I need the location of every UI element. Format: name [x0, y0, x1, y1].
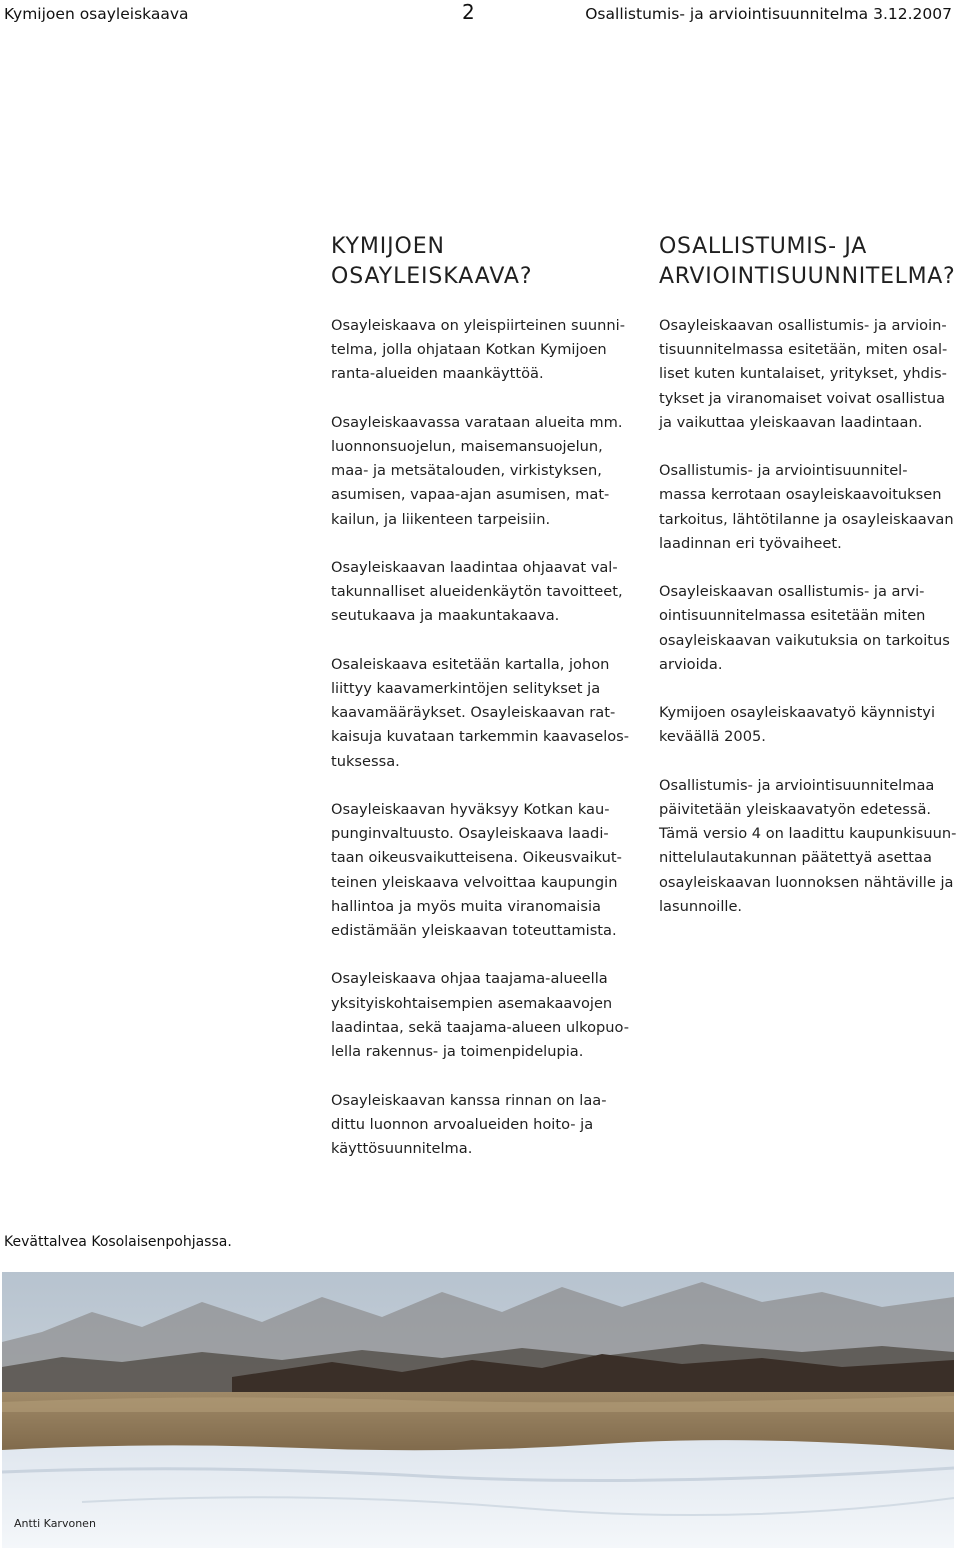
body-text-line: tykset ja viranomaiset voivat osallistua	[659, 389, 946, 407]
paragraph-gap	[331, 532, 631, 556]
body-text-line: osayleiskaavan vaikutuksia on tarkoitus	[659, 631, 950, 649]
body-text-line: liset kuten kuntalaiset, yritykset, yhdis-	[659, 365, 947, 383]
body-text-line: tuksessa.	[331, 752, 400, 770]
body-text-line: lasunnoille.	[659, 897, 743, 915]
body-text-line: asumisen, vapaa-ajan asumisen, mat-	[331, 486, 610, 504]
paragraph-gap	[331, 387, 631, 411]
body-text-line: Osayleiskaava on yleispiirteinen suunni-	[331, 317, 625, 334]
body-text-line: punginvaltuusto. Osayleiskaava laadi-	[331, 825, 609, 843]
page-number: 2	[462, 0, 475, 24]
running-header-document: Osallistumis- ja arviointisuunnitelma 3.12.2007	[585, 5, 952, 23]
body-text-line: kailun, ja liikenteen tarpeisiin.	[331, 510, 551, 528]
paragraph-gap	[331, 1064, 631, 1088]
body-text-line: Osallistumis- ja arviointisuunnitelmaa	[659, 776, 935, 794]
body-text-line: ja vaikuttaa yleiskaavan laadintaan.	[659, 413, 923, 431]
landscape-photo	[2, 1272, 954, 1548]
body-text-line: Osayleiskaavan laadintaa ohjaavat val-	[331, 559, 618, 577]
body-text-line: Tämä versio 4 on laadittu kaupunkisuun-	[659, 825, 957, 843]
body-text-line: massa kerrotaan osayleiskaavoituksen	[659, 486, 942, 504]
photo-credit: Antti Karvonen	[14, 1517, 96, 1530]
right-column-heading	[659, 232, 959, 292]
body-text-line: seutukaava ja maakuntakaava.	[331, 607, 560, 625]
body-text-line: Osayleiskaavan osallistumis- ja arvioin-	[659, 317, 947, 334]
winter-landscape-image	[2, 1272, 954, 1548]
body-text-line: nittelulautakunnan päätettyä asettaa	[659, 849, 932, 867]
body-text-line: kaavamääräykset. Osayleiskaavan rat-	[331, 704, 616, 722]
body-text-line: keväällä 2005.	[659, 728, 766, 746]
photo-caption: Kevättalvea Kosolaisenpohjassa.	[4, 1234, 232, 1250]
right-column	[659, 232, 959, 919]
right-heading-line-1: OSALLISTUMIS- JA	[659, 234, 867, 259]
body-text-line: telma, jolla ohjataan Kotkan Kymijoen	[331, 341, 607, 359]
right-column-body	[659, 314, 959, 919]
left-column	[331, 232, 631, 1161]
left-heading-line-1: KYMIJOEN	[331, 234, 445, 259]
body-text-line: laadintaa, sekä taajama-alueen ulkopuo-	[331, 1018, 630, 1036]
body-text-line: tisuunnitelmassa esitetään, miten osal-	[659, 341, 948, 359]
paragraph-gap	[331, 774, 631, 798]
body-text-line: arvioida.	[659, 655, 723, 673]
paragraph-gap	[659, 556, 959, 580]
paragraph-gap	[659, 677, 959, 701]
body-text-line: maa- ja metsätalouden, virkistyksen,	[331, 462, 602, 480]
left-column-body	[331, 314, 631, 1161]
body-text-line: luonnonsuojelun, maisemansuojelun,	[331, 438, 603, 456]
body-text-line: takunnalliset alueidenkäytön tavoitteet,	[331, 583, 623, 601]
body-text-line: laadinnan eri työvaiheet.	[659, 534, 842, 552]
body-text-line: taan oikeusvaikutteisena. Oikeusvaikut-	[331, 849, 622, 867]
body-text-line: tarkoitus, lähtötilanne ja osayleiskaavan	[659, 510, 954, 528]
left-heading-line-2: OSAYLEISKAAVA?	[331, 264, 533, 289]
body-text-line: Kymijoen osayleiskaavatyö käynnistyi	[659, 704, 935, 722]
paragraph-gap	[659, 435, 959, 459]
body-text-line: käyttösuunnitelma.	[331, 1139, 473, 1157]
body-text-line: yksityiskohtaisempien asemakaavojen	[331, 994, 613, 1012]
body-text-line: päivitetään yleiskaavatyön edetessä.	[659, 801, 932, 819]
body-text-line: kaisuja kuvataan tarkemmin kaavaselos-	[331, 728, 630, 746]
body-text-line: hallintoa ja myös muita viranomaisia	[331, 897, 601, 915]
body-text-line: edistämään yleiskaavan toteuttamista.	[331, 922, 617, 940]
body-text-line: ranta-alueiden maankäyttöä.	[331, 365, 544, 383]
body-text-line: dittu luonnon arvoalueiden hoito- ja	[331, 1115, 594, 1133]
body-text-line: liittyy kaavamerkintöjen selitykset ja	[331, 680, 601, 698]
left-column-heading	[331, 232, 631, 292]
paragraph-gap	[659, 750, 959, 774]
paragraph-gap	[331, 629, 631, 653]
body-text-line: osayleiskaavan luonnoksen nähtäville ja	[659, 873, 954, 891]
body-text-line: Osayleiskaava ohjaa taajama-alueella	[331, 970, 608, 988]
body-text-line: Osallistumis- ja arviointisuunnitel-	[659, 462, 908, 480]
right-heading-line-2: ARVIOINTISUUNNITELMA?	[659, 264, 956, 289]
body-text-line: ointisuunnitelmassa esitetään miten	[659, 607, 926, 625]
body-text-line: teinen yleiskaava velvoittaa kaupungin	[331, 873, 618, 891]
body-text-line: Osayleiskaavan hyväksyy Kotkan kau-	[331, 801, 610, 819]
body-text-line: Osayleiskaavan kanssa rinnan on laa-	[331, 1091, 607, 1109]
paragraph-gap	[331, 943, 631, 967]
body-text-line: lella rakennus- ja toimenpidelupia.	[331, 1043, 584, 1061]
running-header-title: Kymijoen osayleiskaava	[4, 5, 189, 23]
body-text-line: Osaleiskaava esitetään kartalla, johon	[331, 655, 610, 673]
body-text-line: Osayleiskaavan osallistumis- ja arvi-	[659, 583, 925, 601]
body-text-line: Osayleiskaavassa varataan alueita mm.	[331, 413, 623, 431]
